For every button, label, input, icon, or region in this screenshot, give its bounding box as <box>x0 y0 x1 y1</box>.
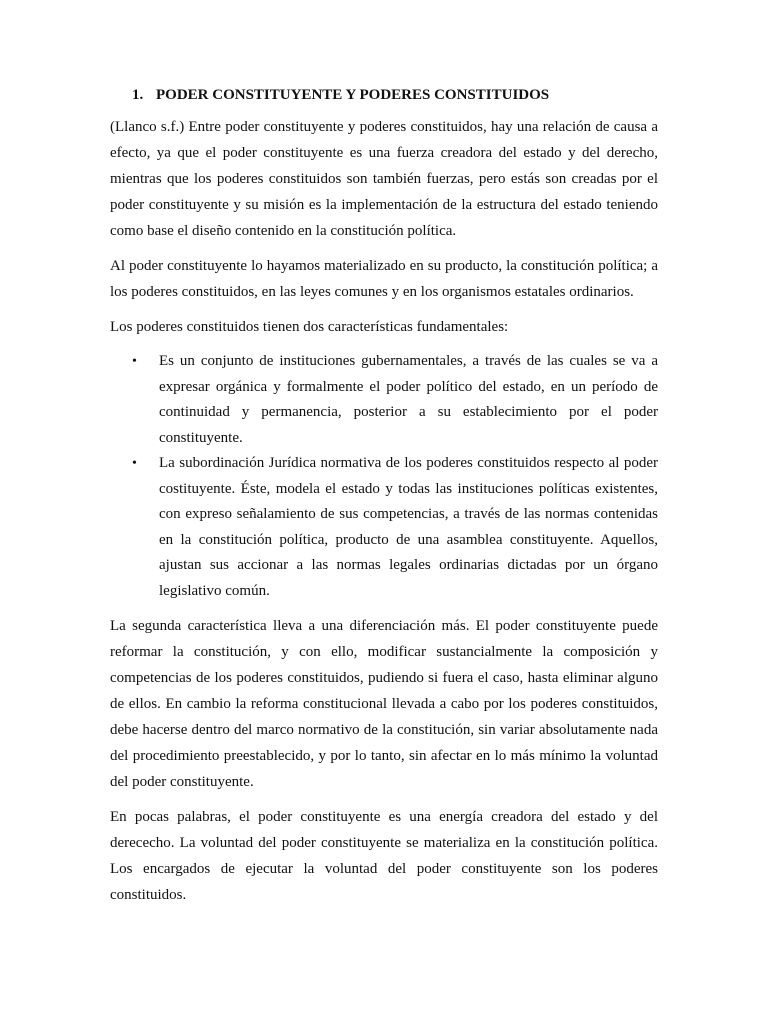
paragraph-summary: En pocas palabras, el poder constituyente es una energía creadora del estado y del derececho. La voluntad del poder constituyente se materializa en la constitución política. Los encargados de ejecutar la voluntad del poder constituyente son los poderes constituidos. <box>110 809 658 903</box>
list-item <box>110 451 658 604</box>
list-item <box>110 349 658 451</box>
list-item-text: Es un conjunto de instituciones gubernamentales, a través de las cuales se va a expresar orgánica y formalmente el poder político del estado, en un período de continuidad y permanencia, posterior a su establecimiento por el poder constituyente. <box>159 353 658 446</box>
paragraph-materialization: Al poder constituyente lo hayamos materializado en su producto, la constitución política; a los poderes constituidos, en las leyes comunes y en los organismos estatales ordinarios. <box>110 258 658 300</box>
section-number: 1. <box>132 87 144 103</box>
paragraph-second-characteristic: La segunda característica lleva a una diferenciación más. El poder constituyente puede reformar la constitución, y con ello, modificar sustancialmente la composición y competencias de los poderes constituidos, pudiendo si fuera el caso, hasta eliminar alguno de ellos. En cambio la reforma constitucional llevada a cabo por los poderes constituidos, debe hacerse dentro del marco normativo de la constitución, sin variar absolutamente nada del procedimiento preestablecido, y por lo tanto, sin afectar en lo más mínimo la voluntad del poder constituyente. <box>110 618 658 790</box>
section-heading <box>110 82 658 108</box>
paragraph-intro: (Llanco s.f.) Entre poder constituyente y poderes constituidos, hay una relación de causa a efecto, ya que el poder constituyente es una fuerza creadora del estado y del derecho, mientras que los poderes constituidos son también fuerzas, pero estás son creadas por el poder constituyente y su misión es la implementación de la estructura del estado teniendo como base el diseño contenido en la constitución política. <box>110 119 658 239</box>
characteristics-list <box>110 349 658 604</box>
document-body <box>110 82 658 917</box>
bullet-icon: • <box>132 354 137 369</box>
list-item-text: La subordinación Jurídica normativa de los poderes constituidos respecto al poder costituyente. Éste, modela el estado y todas las instituciones políticas existentes, con expreso señalamiento de sus competencias, a través de las normas contenidas en la constitución política, producto de una asamblea constituyente. Aquellos, ajustan sus accionar a las normas legales ordinarias dictadas por un órgano legislativo común. <box>159 455 658 599</box>
section-title: PODER CONSTITUYENTE Y PODERES CONSTITUIDOS <box>156 87 550 103</box>
bullet-icon: • <box>132 456 137 471</box>
paragraph-characteristics-lead: Los poderes constituidos tienen dos características fundamentales: <box>110 319 509 335</box>
